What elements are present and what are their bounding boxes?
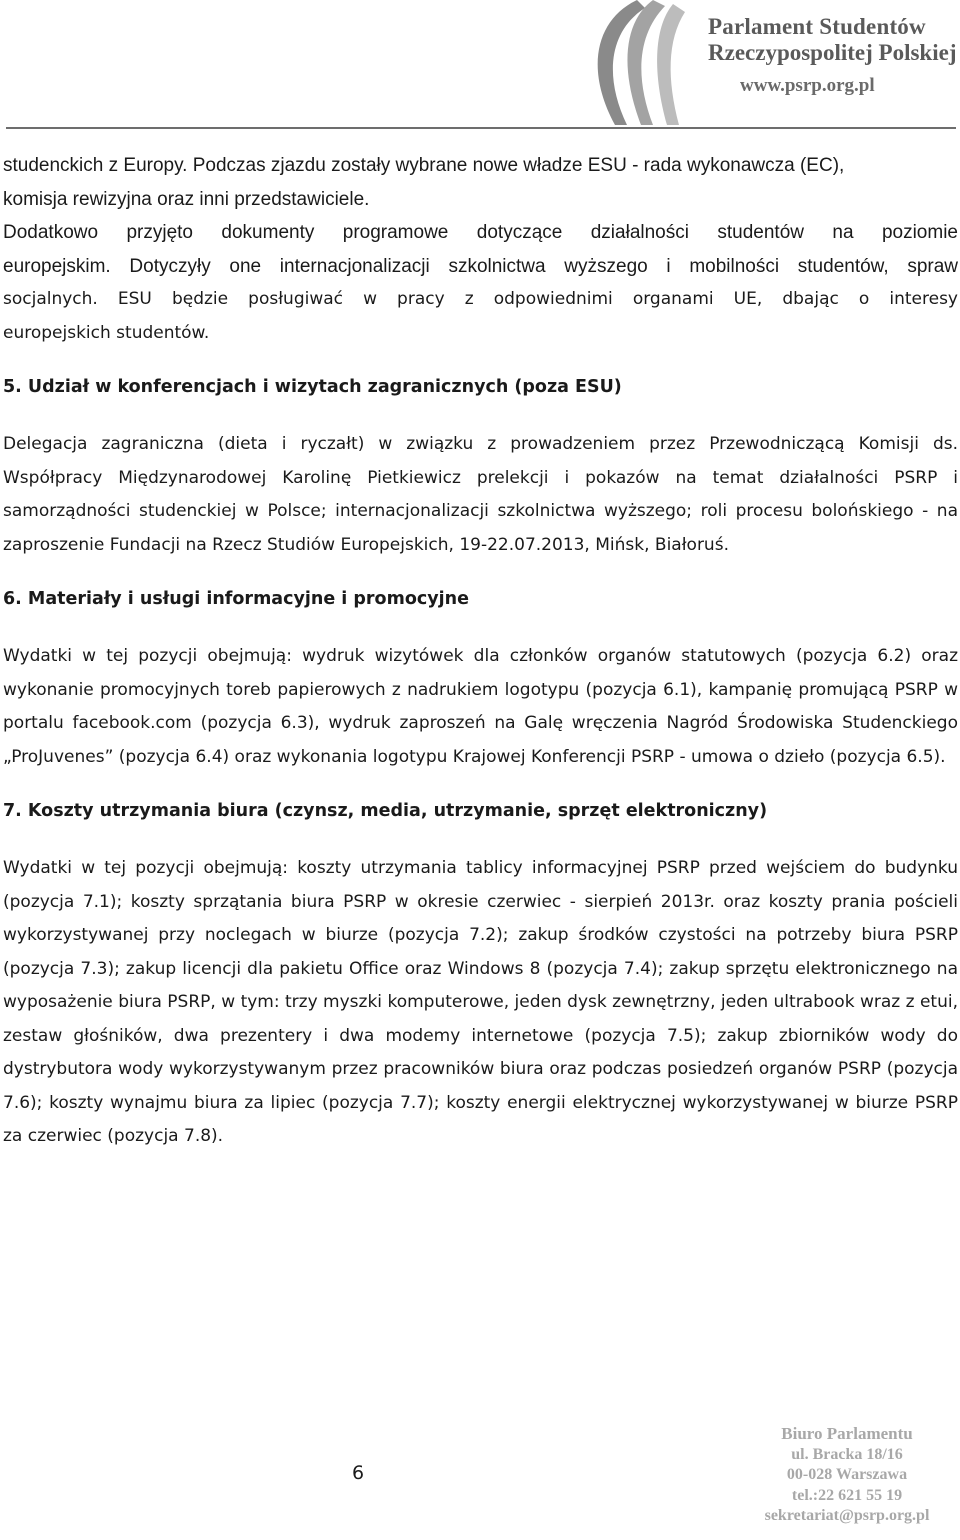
text-line: Dodatkowo przyjęto dokumenty programowe dotyczące działalności studentów na poziomie — [3, 222, 958, 243]
office-phone: tel.:22 621 55 19 — [791, 1486, 903, 1504]
header-divider — [6, 127, 956, 129]
page-number: 6 — [352, 1462, 365, 1484]
psrp-logo-icon — [575, 0, 700, 125]
office-address — [752, 1424, 942, 1527]
text-line: europejskich studentów. — [3, 322, 210, 343]
section-6-heading: 6. Materiały i usługi informacyjne i promocyjne — [3, 589, 469, 609]
office-street: ul. Bracka 18/16 — [791, 1445, 903, 1463]
section-6-text: Wydatki w tej pozycji obejmują: wydruk wizytówek dla członków organów statutowych (pozycja 6.2) oraz wykonanie promocyjnych toreb papierowych z nadrukiem logotypu (pozycja 6.1), kampanię promującą PSRP w portalu facebook.com (pozycja 6.3), wydruk zaproszeń na Galę wręczenia Nagród Środowiska Studenckiego „ProJuvenes” (pozycja 6.4) oraz wykonania logotypu Krajowej Konferencji PSRP - umowa o dzieło (pozycja 6.5). — [3, 646, 958, 767]
logo-url: www.psrp.org.pl — [740, 75, 875, 96]
page-header — [0, 0, 960, 130]
office-title: Biuro Parlamentu — [781, 1424, 913, 1443]
logo-text — [708, 14, 956, 98]
text-line: komisja rewizyjna oraz inni przedstawiciele. — [3, 188, 370, 210]
office-email: sekretariat@psrp.org.pl — [764, 1507, 930, 1524]
logo-subtitle: Rzeczypospolitej Polskiej — [708, 40, 957, 65]
section-7-text: Wydatki w tej pozycji obejmują: koszty utrzymania tablicy informacyjnej PSRP przed wejściem do budynku (pozycja 7.1); koszty sprzątania biura PSRP w okresie czerwiec - sierpień 2013r. oraz koszty prania pościeli wykorzystywanej przy noclegach w biurze (pozycja 7.2); zakup środków czystości na potrzeby biura PSRP (pozycja 7.3); zakup licencji dla pakietu Office oraz Windows 8 (pozycja 7.4); zakup sprzętu elektronicznego na wyposażenie biura PSRP, w tym: trzy myszki komputerowe, jeden dysk zewnętrzny, jeden ultrabook wraz z etui, zestaw głośników, dwa prezentery i dwa modemy internetowe (pozycja 7.5); zakup zbiorników wody do dystrybutora wody wykorzystywanym przez pracowników biura oraz podczas posiedzeń organów PSRP (pozycja 7.6); koszty wynajmu biura za lipiec (pozycja 7.7); koszty energii elektrycznej wykorzystywanej w biurze PSRP za czerwiec (pozycja 7.8). — [3, 858, 958, 1146]
text-line: europejskim. Dotyczyły one internacjonalizacji szkolnictwa wyższego i mobilności studentów, spraw — [3, 255, 958, 277]
intro-paragraph — [3, 149, 958, 350]
text-line: socjalnych. ESU będzie posługiwać w pracy z odpowiednimi organami UE, dbając o interesy — [3, 289, 958, 309]
section-7-heading: 7. Koszty utrzymania biura (czynsz, media, utrzymanie, sprzęt elektroniczny) — [3, 801, 768, 821]
text-line: studenckich z Europy. Podczas zjazdu zostały wybrane nowe władze ESU - rada wykonawcza (EC), — [3, 155, 845, 176]
section-5-heading: 5. Udział w konferencjach i wizytach zagranicznych (poza ESU) — [3, 377, 622, 397]
document-body — [3, 149, 958, 1154]
office-city: 00-028 Warszawa — [786, 1466, 908, 1483]
logo-title: Parlament Studentów — [708, 14, 926, 39]
section-5-text: Delegacja zagraniczna (dieta i ryczałt) w związku z prowadzeniem przez Przewodniczącą Komisji ds. Współpracy Międzynarodowej Karolinę Pietkiewicz prelekcji i pokazów na temat działalności PSRP i samorządności studenckiej w Polsce; internacjonalizacji szkolnictwa wyższego; roli procesu bolońskiego - na zaproszenie Fundacji na Rzecz Studiów Europejskich, 19-22.07.2013, Mińsk, Białoruś. — [3, 434, 958, 555]
